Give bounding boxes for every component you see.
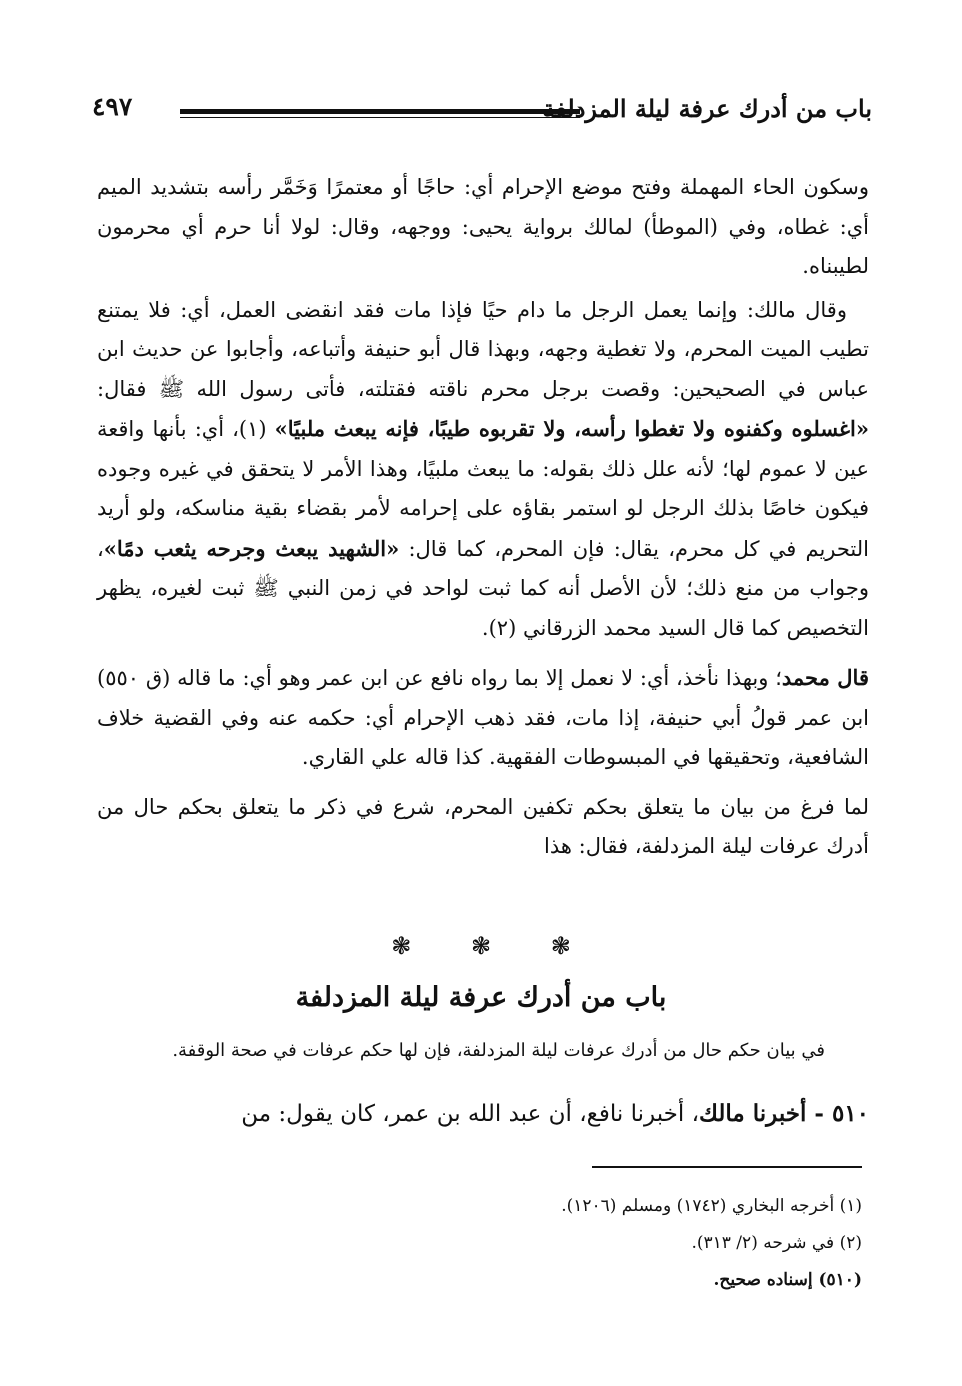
paragraph-4: لما فرغ من بيان ما يتعلق بحكم تكفين المحرم، شرع في ذكر ما يتعلق بحكم حال من أدرك عرفات ليلة المزدلفة، فقال: هذا (97, 794, 869, 858)
qala-muhammad-label: قال محمد (781, 665, 869, 690)
footnote-rule (592, 1166, 862, 1168)
paragraph-2 (97, 291, 869, 649)
section-separator (0, 932, 962, 960)
header-rule-thin (180, 117, 580, 118)
paragraph-2-part-b: (١)، أي: بأنها واقعة عين لا عموم لها؛ لأنه علل ذلك بقوله: ما يبعث ملبيًا، وهذا الأمر لا يتحقق في غيره وجوده فيكون خاصًا بذلك الرجل لو استمر بقاؤه على إحرامه لأمر بقضاء بقية مناسكه، ولو أريد التحريم في كل محرم، يقال: فإن المحرم، كما قال: (97, 417, 869, 561)
hadith-body: ، أخبرنا نافع، أن عبد الله بن عمر، كان يقول: من (241, 1101, 699, 1127)
footnote-3: (٥١٠) إسناده صحيح. (713, 1270, 862, 1290)
hadith-quote: «اغسلوه وكفنوه ولا تغطوا رأسه، ولا تقربوه طيبًا، فإنه يبعث ملبيًا» (274, 416, 869, 441)
paragraph-2-part-a: وقال مالك: وإنما يعمل الرجل ما دام حيًا فإذا مات فقد انقضى العمل، أي: فلا يمتنع تطيب الميت المحرم، ولا تغطية وجهه، وبهذا قال أبو حنيفة وأتباعه، وأجابوا عن حديث ابن عباس في الصحيحين: وقصت برجل محرم ناقته فقتلته، فأتى رسول الله ﷺ فقال: (97, 297, 869, 401)
header-rule (180, 109, 580, 114)
page-header (92, 92, 872, 132)
footnotes (362, 1188, 862, 1299)
separator-star-icon: ❃ (550, 932, 571, 960)
chapter-title: باب من أدرك عرفة ليلة المزدلفة (295, 982, 667, 1013)
paragraph-1: وسكون الحاء المهملة وفتح موضع الإحرام أي: حاجًا أو معتمرًا وَخَمَّر رأسه بتشديد الميم أي: غطاه، وفي (الموطأ) لمالك برواية يحيى: ووجهه، وقال: لولا أنا حرم أي محرمون لطيبناه. (97, 175, 869, 278)
separator-star-icon: ❃ (470, 932, 492, 960)
paragraph-3 (97, 658, 869, 778)
chapter-subtitle: في بيان حكم حال من أدرك عرفات ليلة المزدلفة، فإن لها حكم عرفات في صحة الوقفة. (172, 1040, 825, 1061)
footnote-2: (٢) في شرحه (٢/ ٣١٣). (691, 1233, 862, 1253)
separator-star-icon: ❃ (391, 932, 412, 960)
hadith-text (97, 1096, 869, 1132)
hadith-number-name: ٥١٠ - أخبرنا مالك (699, 1100, 869, 1127)
main-text (97, 168, 869, 867)
hadith-quote-2: «الشهيد يبعث وجرحه يثعب دمًا» (103, 535, 400, 561)
running-title: باب من أدرك عرفة ليلة المزدلفة (542, 94, 872, 123)
paragraph-2-part-c: ، وجواب من منع ذلك؛ لأن الأصل أنه كما ثبت لواحد في زمن النبي ﷺ ثبت لغيره، يظهر التخصيص كما قال السيد محمد الزرقاني (٢). (97, 536, 869, 640)
page-number: ٤٩٧ (92, 92, 133, 121)
paragraph-3-text: ؛ وبهذا نأخذ، أي: لا نعمل إلا بما رواه نافع عن ابن عمر وهو أي: ما قاله (ق ٥٥٠) ابن عمر قولُ أبي حنيفة، إذا مات، فقد ذهب الإحرام أي: حكمه عنه وفي القضية خلاف الشافعية، وتحقيقها في المبسوطات الفقهية. كذا قاله علي القاري. (97, 666, 869, 769)
footnote-1: (١) أخرجه البخاري (١٧٤٢) ومسلم (١٢٠٦). (561, 1196, 862, 1216)
